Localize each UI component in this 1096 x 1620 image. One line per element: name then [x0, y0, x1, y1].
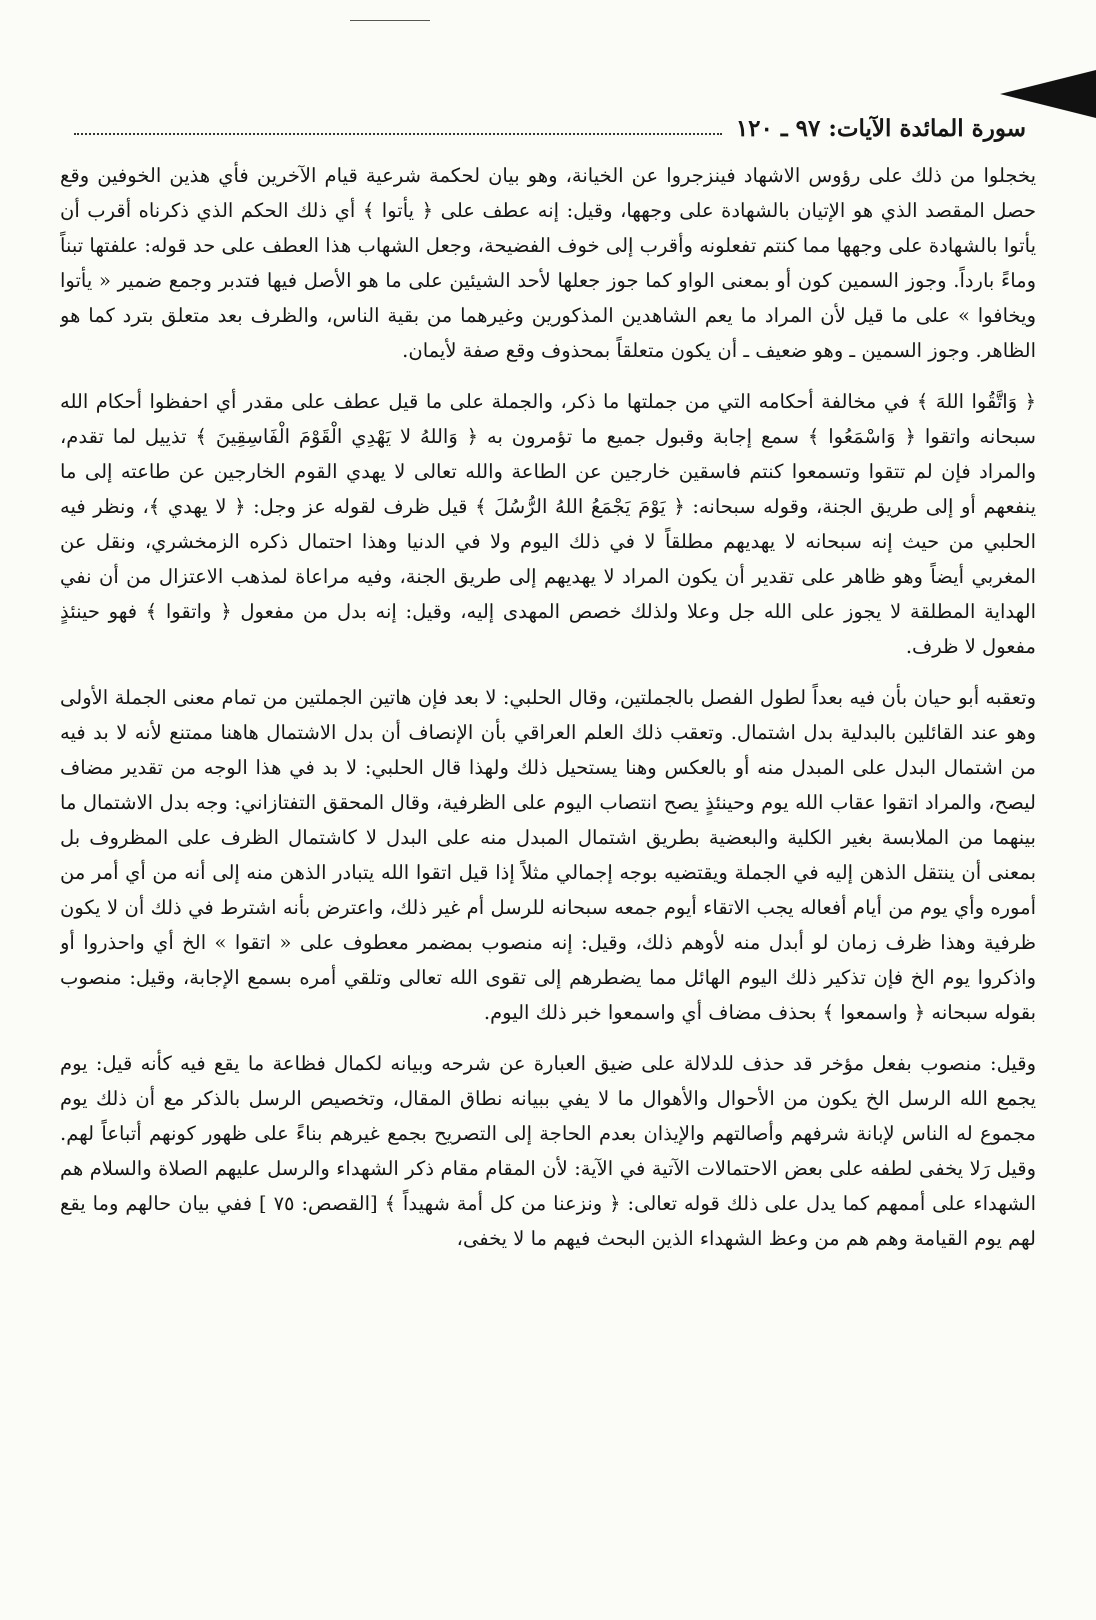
paragraph-2: ﴿ وَاتَّقُوا اللهَ ﴾ في مخالفة أحكامه التي من جملتها ما ذكر، والجملة على ما قيل عطف على مقدر أي احفظوا أحكام الله سبحانه واتقوا ﴿ وَاسْمَعُوا ﴾ سمع إجابة وقبول جميع ما تؤمرون به ﴿ وَاللهُ لا يَهْدِي الْقَوْمَ الْفَاسِقِينَ ﴾ تذييل لما تقدم، والمراد فإن لم تتقوا وتسمعوا كنتم فاسقين خارجين عن الطاعة والله تعالى لا يهدي القوم الخارجين عن طاعته إلى ما ينفعهم أو إلى طريق الجنة، وقوله سبحانه: ﴿ يَوْمَ يَجْمَعُ اللهُ الرُّسُلَ ﴾ قيل ظرف لقوله عز وجل: ﴿ لا يهدي ﴾، ونظر فيه الحلبي من حيث إنه سبحانه لا يهديهم مطلقاً لا في ذلك اليوم ولا في الدنيا وهذا احتمال ذكره الزمخشري، ونقل عن المغربي أيضاً وهو ظاهر على تقدير أن يكون المراد لا يهديهم إلى طريق الجنة، وفيه مراعاة لمذهب الاعتزال من أن نفي الهداية المطلقة لا يجوز على الله جل وعلا ولذلك خصص المهدى إليه، وقيل: إنه بدل من مفعول ﴿ واتقوا ﴾ فهو حينئذٍ مفعول لا ظرف.	[60, 390, 1036, 658]
page-body	[60, 158, 1036, 1603]
paragraph-4: وقيل: منصوب بفعل مؤخر قد حذف للدلالة على ضيق العبارة عن شرحه وبيانه لكمال فظاعة ما يقع فيه كأنه قيل: يوم يجمع الله الرسل الخ يكون من الأحوال والأهوال ما لا يفي ببيانه نطاق المقال، وتخصيص الرسل بالذكر مع أن ذلك يوم مجموع له الناس لإبانة شرفهم وأصالتهم والإيذان بعدم الحاجة إلى التصريح بجمع غيرهم بناءً على ظهور كونهم أتباعاً لهم. وقيل رَلا يخفى لطفه على بعض الاحتمالات الآتية في الآية: لأن المقام مقام ذكر الشهداء والرسل عليهم الصلاة والسلام هم الشهداء على أممهم كما يدل على ذلك قوله تعالى: ﴿ ونزعنا من كل أمة شهيداً ﴾ [القصص: ٧٥ ] ففي بيان حالهم وما يقع لهم يوم القيامة وهم هم من وعظ الشهداء الذين البحث فيهم ما لا يخفى،	[60, 1052, 1036, 1250]
top-rule	[350, 20, 430, 21]
page-header	[60, 108, 1026, 148]
paragraph-1: يخجلوا من ذلك على رؤوس الاشهاد فينزجروا عن الخيانة، وهو بيان لحكمة شرعية قيام الآخرين فأي هذين الخوفين وقع حصل المقصد الذي هو الإتيان بالشهادة على وجهها، وقيل: إنه عطف على ﴿ يأتوا ﴾ أي ذلك الحكم الذي ذكرناه أقرب أن يأتوا بالشهادة على وجهها مما كنتم تفعلونه وأقرب إلى خوف الفضيحة، وجعل الشهاب هذا العطف على حد قوله: علفتها تبناً وماءً بارداً. وجوز السمين كون أو بمعنى الواو كما جوز جعلها لأحد الشيئين على ما هو الأصل فيها فتدبر وجمع ضمير « يأتوا ويخافوا » على ما قيل لأن المراد ما يعم الشاهدين المذكورين وغيرهما من بقية الناس، والظرف بعد متعلق بترد كما هو الظاهر. وجوز السمين ـ وهو ضعيف ـ أن يكون متعلقاً بمحذوف وقع صفة لأيمان.	[60, 164, 1036, 362]
header-dotted-leader	[74, 133, 722, 135]
page-header-title: سورة المائدة الآيات: ٩٧ ـ ١٢٠	[735, 114, 1026, 142]
paragraph-3: وتعقبه أبو حيان بأن فيه بعداً لطول الفصل بالجملتين، وقال الحلبي: لا بعد فإن هاتين الجملتين من تمام معنى الجملة الأولى وهو عند القائلين بالبدلية بدل اشتمال. وتعقب ذلك العلم العراقي بأن الإنصاف أن بدل الاشتمال هاهنا ممتنع لأنه لا بد فيه من اشتمال البدل على المبدل منه أو بالعكس وهنا يستحيل ذلك ولهذا قال الحلبي: لا بد في هذا الوجه من تقدير مضاف ليصح، والمراد اتقوا عقاب الله يوم وحينئذٍ يصح انتصاب اليوم على الظرفية، وقال المحقق التفتازاني: وجه بدل الاشتمال ما بينهما من الملابسة بغير الكلية والبعضية بطريق اشتمال المبدل منه على البدل لا كاشتمال الظرف على المظروف بل بمعنى أن ينتقل الذهن إليه في الجملة ويقتضيه بوجه إجمالي مثلاً إذا قيل اتقوا الله يتبادر الذهن منه إلى أنه من أي أمر من أموره وأي يوم من أيام أفعاله يجب الاتقاء أيوم جمعه سبحانه للرسل أم غير ذلك، واعترض بأنه اشترط في ذلك أن لا يكون ظرفية وهذا ظرف زمان لو أبدل منه لأوهم ذلك، وقيل: إنه منصوب بمضمر معطوف على « اتقوا » الخ أي واحذروا أو واذكروا يوم الخ فإن تذكير ذلك اليوم الهائل مما يضطرهم إلى تقوى الله تعالى وتلقي أمره بسمع الإجابة، وقيل: منصوب بقوله سبحانه ﴿ واسمعوا ﴾ بحذف مضاف أي واسمعوا خبر ذلك اليوم.	[60, 686, 1036, 1024]
